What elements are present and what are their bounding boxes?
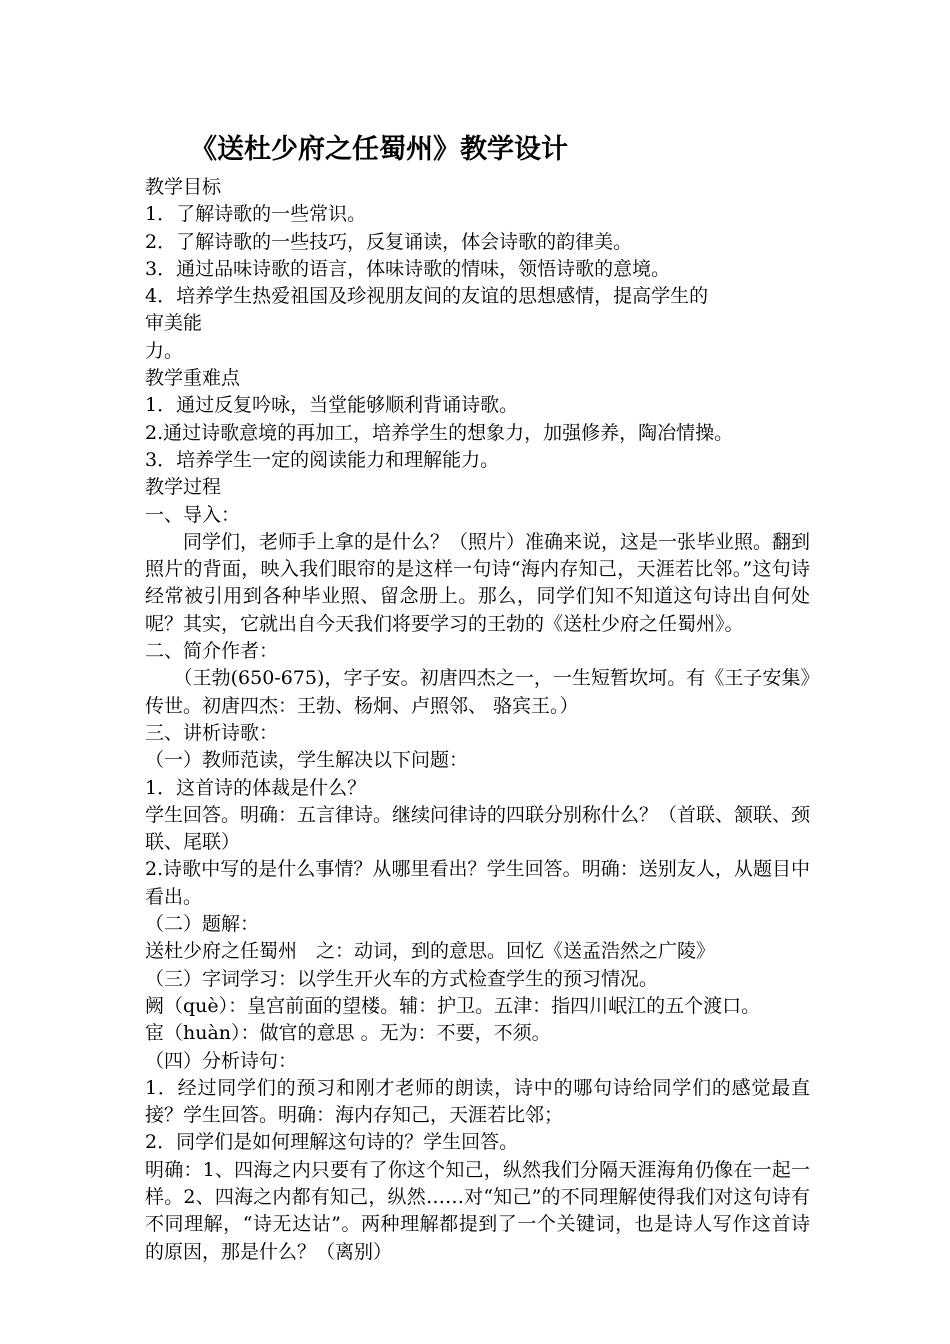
subsection-title-explain: （二）题解： [145,913,260,936]
objective-1: 1．了解诗歌的一些常识。 [145,203,367,226]
section-intro-heading: 一、导入： [145,503,241,526]
key-point-1: 1．通过反复吟咏，当堂能够顺利背诵诗歌。 [145,394,519,417]
question-form: 1．这首诗的体裁是什么？ [145,776,367,799]
key-point-2: 2.通过诗歌意境的再加工，培养学生的想象力，加强修养，陶冶情操。 [145,421,734,444]
section-author-heading: 二、简介作者： [145,640,279,663]
answer-form: 学生回答。明确：五言律诗。继续问律诗的四联分别称什么？（首联、颔联、颈联、尾联） [145,803,811,854]
objective-3: 3．通过品味诗歌的语言，体味诗歌的情味，领悟诗歌的意境。 [145,257,671,280]
objective-4: 4．培养学生热爱祖国及珍视朋友间的友谊的思想感情，提高学生的 [145,285,709,308]
analysis-question-1: 1．经过同学们的预习和刚才老师的朗读，诗中的哪句诗给同学们的感觉最直接？学生回答。明确：海内存知己，天涯若比邻； [145,1076,810,1127]
subsection-vocabulary: （三）字词学习：以学生开火车的方式检查学生的预习情况。 [145,967,659,990]
heading-objectives: 教学目标 [145,176,222,198]
analysis-question-2: 2．同学们是如何理解这句诗的？学生回答。 [145,1131,519,1154]
objective-4-cont-b: 力。 [145,339,184,362]
objective-2: 2．了解诗歌的一些技巧，反复诵读，体会诗歌的韵律美。 [145,230,633,253]
vocabulary-line-1: 阙（què）：皇宫前面的望楼。辅：护卫。五津：指四川岷江的五个渡口。 [145,994,761,1017]
author-paragraph: （王勃(650-675)，字子安。初唐四杰之一，一生短暂坎坷。有《王子安集》传世。初唐四杰：王勃、杨炯、卢照邻、 骆宾王。） [145,667,810,717]
key-point-3: 3．培养学生一定的阅读能力和理解能力。 [145,448,500,471]
vocabulary-line-2: 宦（huàn）：做官的意思 。无为：不要，不须。 [145,1022,551,1045]
section-analysis-heading: 三、讲析诗歌： [145,721,279,744]
subsection-reading: （一）教师范读，学生解决以下问题： [145,749,469,772]
question-event: 2.诗歌中写的是什么事情？从哪里看出？学生回答。明确：送别友人，从题目中看出。 [145,858,810,908]
title-explain-text: 送杜少府之任蜀州 之：动词，到的意思。回忆《送孟浩然之广陵》 [145,940,716,963]
heading-process: 教学过程 [145,476,222,499]
document-title: 《送杜少府之任蜀州》教学设计 [190,134,568,165]
intro-paragraph: 同学们，老师手上拿的是什么？（照片）准确来说，这是一张毕业照。翻到照片的背面，映入我们眼帘的是这样一句诗“海内存知己，天涯若比邻。”这句诗经常被引用到各种毕业照、留念册上。那么，同学们知不知道这句诗出自何处呢？其实，它就出自今天我们将要学习的王勃的《送杜少府之任蜀州》。 [145,530,811,635]
objective-4-cont-a: 审美能 [145,312,203,335]
analysis-answer: 明确：1、四海之内只要有了你这个知己，纵然我们分隔天涯海角仍像在一起一样。2、四海之内都有知己，纵然……对“知己”的不同理解使得我们对这句诗有不同理解，“诗无达诂”。两种理解都提到了一个关键词，也是诗人写作这首诗的原因，那是什么？（离别） [145,1158,810,1263]
subsection-analysis: （四）分析诗句： [145,1049,298,1072]
heading-key-points: 教学重难点 [145,367,241,390]
document-body [145,174,810,1266]
